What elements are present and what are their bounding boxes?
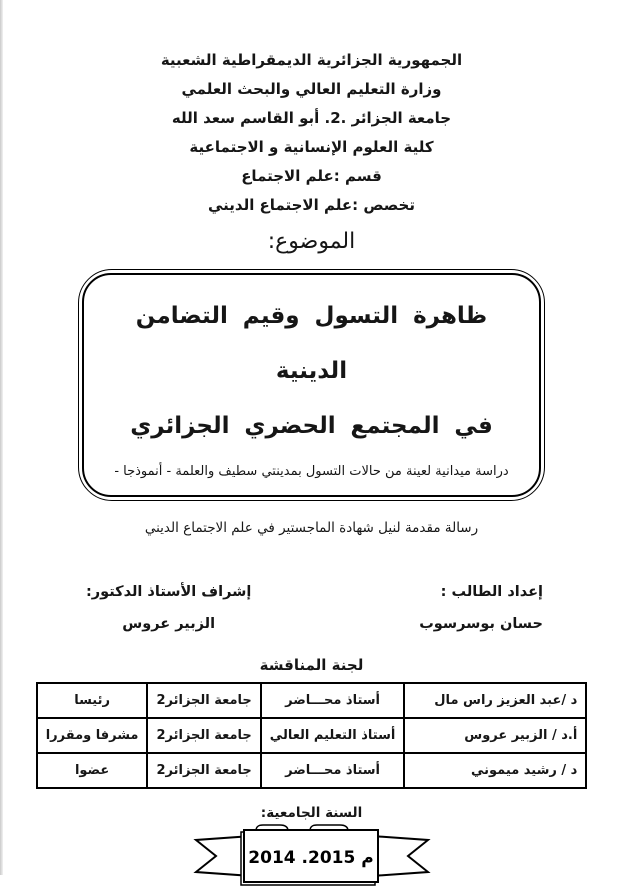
university-line: جامعة الجزائر .2. أبو القاسم سعد الله [171, 109, 452, 127]
thesis-title-line2: في المجتمع الحضري الجزائري [130, 413, 493, 439]
academic-year-label: السنة الجامعية: [260, 805, 363, 821]
scan-edge-line [0, 0, 3, 875]
member-name: أ.د / الزبير عروس [404, 718, 586, 753]
member-role: عضوا [37, 753, 148, 788]
member-university: جامعة الجزائر2 [147, 753, 260, 788]
ribbon-scroll-shape [192, 823, 432, 891]
committee-table [36, 682, 588, 789]
academic-year-value: م 2015. 2014 [247, 848, 374, 868]
member-role: مشرفا ومقررا [37, 718, 148, 753]
subject-label: الموضوع: [267, 229, 356, 254]
member-rank: أستاذ التعليم العالي [261, 718, 405, 753]
student-block [419, 584, 543, 632]
ministry-line: وزارة التعليم العالي والبحث العلمي [181, 80, 442, 98]
supervisor-block [86, 584, 251, 632]
faculty-line: كلية العلوم الإنسانية و الاجتماعية [189, 138, 434, 156]
table-row [37, 753, 587, 788]
thesis-title-box-inner [82, 273, 541, 497]
member-name: د / رشيد ميموني [404, 753, 586, 788]
student-label: إعداد الطالب : [440, 584, 543, 600]
member-university: جامعة الجزائر2 [147, 683, 260, 718]
table-row [37, 683, 587, 718]
people-section [0, 584, 623, 632]
ribbon-right-tail [372, 836, 428, 876]
member-role: رئيسا [37, 683, 148, 718]
specialty-line: تخصص :علم الاجتماع الديني [207, 196, 416, 214]
supervisor-label: إشراف الأستاذ الدكتور: [86, 584, 252, 600]
thesis-title-box [78, 269, 545, 501]
thesis-statement: رسالة مقدمة لنيل شهادة الماجستير في علم الاجتماع الديني [144, 520, 479, 536]
member-name: د /عبد العزيز راس مال [404, 683, 586, 718]
department-line: قسم :علم الاجتماع [241, 167, 382, 185]
member-rank: أستاذ محـــاضر [261, 683, 405, 718]
thesis-subtitle: دراسة ميدانية لعينة من حالات التسول بمدينتي سطيف والعلمة - أنموذجا - [114, 464, 509, 479]
thesis-title-line1: ظاهرة التسول وقيم التضامن الدينية [135, 303, 488, 384]
republic-line: الجمهورية الجزائرية الديمقراطية الشعبية [160, 51, 463, 69]
table-row [37, 718, 587, 753]
member-university: جامعة الجزائر2 [147, 718, 260, 753]
member-rank: أستاذ محـــاضر [261, 753, 405, 788]
academic-year-ribbon [0, 823, 623, 891]
committee-title: لجنة المناقشة [259, 656, 364, 674]
institution-header [0, 0, 623, 220]
student-name: حسان بوسرسوب [419, 616, 543, 632]
supervisor-name: الزبير عروس [122, 616, 216, 632]
